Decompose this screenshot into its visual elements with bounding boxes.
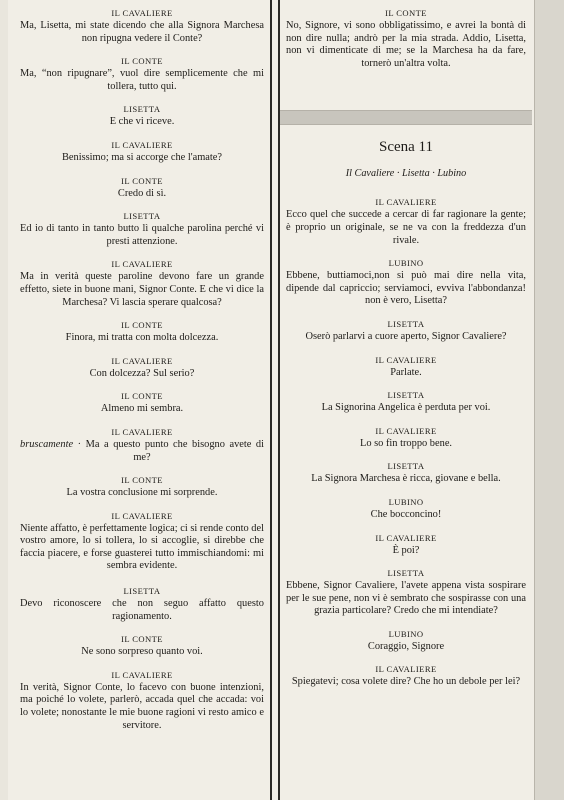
scene-title: Scena 11 [378,139,433,156]
dialogue-text: Ebbene, buttiamoci,non si può mai dire nella vita, dipende dal capriccio; serviamoci, evviva l'abbondanza! non è vero, Lisetta? [286,270,526,307]
dialogue-entry [20,211,264,248]
dialogue-text: Con dolcezza? Sul serio? [89,367,195,379]
speaker-name: IL CAVALIERE [111,510,173,521]
left-column [20,8,264,732]
speaker-name: IL CONTE [121,56,163,67]
dialogue-text: Almeno mi sembra. [100,403,184,415]
dialogue-text: Ecco quel che succede a cercar di far ragionare la gente; è proprio un originale, se ne va con la freddezza d'un rivale. [286,209,526,246]
dialogue-entry [20,104,264,129]
dialogue-text: Devo riconoscere che non seguo affatto questo ragionamento. [20,598,264,622]
dialogue-entry [286,426,526,451]
dialogue-text: Che bocconcino! [370,508,442,520]
dialogue-entry [286,355,526,380]
dialogue-text: Ebbene, Signor Cavaliere, l'avete appena vista sospirare per le sue pene, non vi è sembrato che sospirasse con una grazia particolare? Credo che mi intendiate? [286,580,526,617]
dialogue-text: In verità, Signor Conte, lo facevo con buone intenzioni, ma poiché lo volete, parlerò, accada quel che accada: voi lo volete; nonostante le mie buone ragioni vi resto amico e servitore. [20,681,264,731]
dialogue-text: Ma, Lisetta, mi state dicendo che alla Signora Marchesa non ripugna vedere il Conte? [20,20,264,44]
speaker-name: LISETTA [123,586,161,597]
dialogue-entry [20,259,264,309]
dialogue-entry [20,634,264,659]
speaker-name: LUBINO [388,496,424,507]
dialogue-text: Credo di sì. [117,187,167,199]
dialogue-entry [20,391,264,416]
dialogue-text: Oserò parlarvi a cuore aperto, Signor Cavaliere? [305,330,507,342]
dialogue-entry [286,533,526,558]
dialogue-entry [20,56,264,93]
column-rule [270,0,272,800]
dialogue-entry [286,461,526,486]
dialogue-text: Coraggio, Signore [367,640,445,652]
dialogue-text: No, Signore, vi sono obbligatissimo, e avrei la bontà di non dire nulla; andrò per la mia strada. Addio, Lisetta, non vi dimenticate di me; se la Marchesa ha da fare, tornerò un'altra volta. [286,20,526,69]
dialogue-text: È poi? [392,544,420,556]
dialogue-entry [286,629,526,654]
dialogue-text: La vostra conclusione mi sorprende. [66,487,218,499]
speaker-name: IL CAVALIERE [111,355,173,366]
speaker-name: IL CAVALIERE [111,8,173,18]
speaker-name: IL CAVALIERE [111,139,173,150]
dialogue-text [20,439,264,464]
speaker-name: IL CAVALIERE [375,197,437,208]
speaker-name: IL CAVALIERE [375,664,437,675]
dialogue-text: Spiegatevi; cosa volete dire? Che ho un debole per lei? [291,676,521,688]
dialogue-entry [286,258,526,308]
dialogue-entry [20,511,264,573]
page-edge [534,0,564,800]
dialogue-entry [286,664,526,689]
dialogue-entry [20,176,264,201]
speaker-name: IL CAVALIERE [375,425,437,436]
dialogue-text-body: · Ma a questo punto che bisogno avete di me? [77,438,264,463]
speaker-name: LUBINO [388,258,424,269]
dialogue-text: Finora, mi tratta con molta dolcezza. [65,332,219,344]
dialogue-text: Parlate. [390,366,422,378]
dialogue-entry [286,497,526,522]
dialogue-text: Ma, “non ripugnare”, vuol dire semplicemente che mi tollera, tutto qui. [20,68,264,92]
speaker-name: IL CONTE [385,8,427,18]
scene-divider-bar [280,110,532,125]
dialogue-entry [20,586,264,623]
dialogue-text: La Signorina Angelica è perduta per voi. [321,402,491,414]
speaker-name: LISETTA [387,568,425,579]
dialogue-entry [20,140,264,165]
speaker-name: IL CAVALIERE [375,532,437,543]
dialogue-entry [286,8,526,70]
dialogue-text: Ma in verità queste paroline devono fare un grande effetto, siete in buone mani, Signor Conte. E che vi dice la Marchesa? Vi lascia sperare qualcosa? [20,271,264,308]
speaker-name: IL CONTE [121,475,163,486]
dialogue-text: Ne sono sorpreso quanto voi. [81,646,203,658]
speaker-name: IL CONTE [121,391,163,402]
dialogue-text: Lo so fin troppo bene. [359,437,453,449]
dialogue-entry [20,670,264,732]
dialogue-entry [286,197,526,247]
dialogue-entry [20,320,264,345]
dialogue-entry [286,390,526,415]
speaker-name: LISETTA [123,104,161,115]
right-column [286,8,526,689]
book-page [8,0,564,800]
dialogue-entry [20,8,264,45]
speaker-name: IL CAVALIERE [111,259,173,270]
scene-characters: Il Cavaliere · Lisetta · Lubino [345,168,467,180]
dialogue-text: Niente affatto, è perfettamente logica; ci si rende conto del vostro amore, lo si tollera, lo si accoglie, si direbbe che faccia piacere, e forse guasterei tutto immischiandomi: mi sembra evidente. [20,522,264,572]
speaker-name: LISETTA [387,390,425,401]
dialogue-text: Benissimo; ma si accorge che l'amate? [61,151,223,163]
dialogue-entry [20,475,264,500]
speaker-name: IL CAVALIERE [111,426,173,437]
dialogue-text: E che vi riceve. [109,116,175,128]
stage-direction: bruscamente [20,438,74,450]
speaker-name: IL CONTE [121,634,163,645]
dialogue-text: Ed io di tanto in tanto butto lì qualche parolina perché vi presti attenzione. [20,223,264,247]
speaker-name: LISETTA [387,461,425,472]
dialogue-entry [286,568,526,618]
dialogue-entry [20,427,264,464]
speaker-name: IL CONTE [121,320,163,331]
speaker-name: LISETTA [123,211,161,222]
speaker-name: LISETTA [387,318,425,329]
speaker-name: IL CAVALIERE [111,669,173,680]
dialogue-entry [20,356,264,381]
dialogue-entry [286,319,526,344]
speaker-name: LUBINO [388,628,424,639]
speaker-name: IL CONTE [121,175,163,186]
dialogue-text: La Signora Marchesa è ricca, giovane e bella. [311,473,501,485]
speaker-name: IL CAVALIERE [375,354,437,365]
